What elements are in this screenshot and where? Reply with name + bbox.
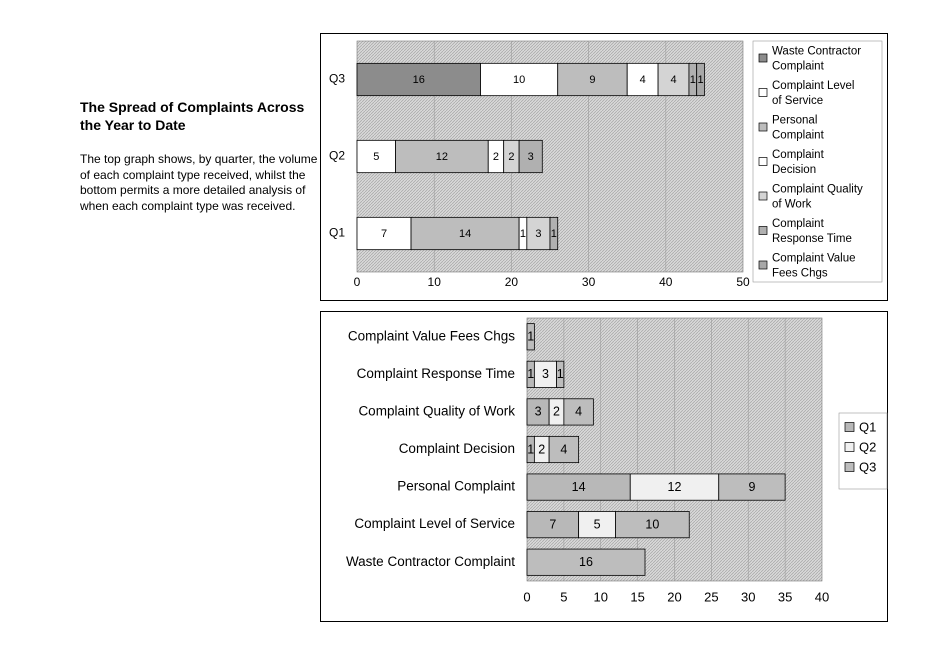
legend-swatch-complaint-quality-of-work (759, 192, 767, 200)
data-label: 2 (508, 150, 515, 163)
data-label: 12 (667, 479, 682, 494)
x-tick-label: 25 (704, 589, 719, 605)
x-tick-label: 10 (593, 589, 608, 605)
x-tick-label: 35 (777, 589, 793, 605)
legend-swatch-complaint-response-time (759, 227, 767, 235)
category-label: Personal Complaint (397, 478, 515, 494)
legend-swatch-q1 (845, 423, 854, 432)
legend-label: Q3 (859, 459, 877, 475)
legend-box (753, 41, 882, 282)
data-label: 5 (593, 517, 601, 532)
data-label: 1 (689, 73, 696, 86)
category-label: Complaint Response Time (356, 365, 515, 381)
category-label: Complaint Level of Service (354, 516, 515, 532)
category-label: Waste Contractor Complaint (345, 553, 515, 569)
legend-label: Q2 (859, 439, 877, 455)
x-tick-label: 5 (560, 589, 568, 605)
data-label: 1 (527, 329, 535, 344)
legend-swatch-q3 (845, 463, 854, 472)
x-tick-label: 50 (736, 275, 750, 290)
data-label: 16 (412, 73, 425, 86)
legend-label: Complaint Value Fees Chgs (772, 252, 856, 280)
x-tick-label: 30 (581, 275, 596, 290)
category-label: Q3 (328, 71, 345, 86)
data-label: 1 (550, 227, 557, 240)
page-heading: The Spread of Complaints Across the Year to Date (80, 99, 305, 133)
data-label: 3 (527, 150, 534, 163)
data-label: 7 (380, 227, 388, 240)
data-label: 14 (458, 227, 472, 240)
data-label: 2 (553, 404, 560, 419)
legend-label: Q1 (859, 419, 877, 435)
x-tick-label: 20 (504, 275, 519, 290)
category-label: Q2 (328, 148, 345, 163)
data-label: 1 (527, 367, 535, 382)
legend-swatch-personal-complaint (759, 123, 767, 131)
x-tick-label: 40 (814, 589, 830, 605)
x-tick-label: 40 (659, 275, 673, 290)
data-label: 1 (556, 367, 564, 382)
legend-swatch-q2 (845, 443, 854, 452)
data-label: 1 (519, 227, 527, 240)
legend-label: Complaint Response Time (772, 218, 852, 246)
category-label: Q1 (328, 225, 345, 240)
data-label: 5 (373, 150, 380, 163)
page-description: The top graph shows, by quarter, the volume of each complaint type received, whilst the bottom permits a more detailed analysis of when each complaint type was received. (80, 152, 318, 213)
x-tick-label: 30 (741, 589, 756, 605)
x-tick-label: 0 (523, 589, 531, 605)
data-label: 4 (639, 73, 646, 86)
legend-swatch-complaint-decision (759, 158, 767, 166)
x-tick-label: 20 (667, 589, 682, 605)
x-tick-label: 15 (630, 589, 645, 605)
quarter-chart (320, 33, 888, 301)
legend-label: Complaint Quality of Work (772, 183, 863, 211)
data-label: 10 (512, 73, 526, 86)
data-label: 2 (538, 442, 546, 457)
x-tick-label: 0 (353, 275, 361, 290)
data-label: 4 (670, 73, 677, 86)
legend-swatch-complaint-value-fees-chgs (759, 261, 767, 269)
legend-label: Personal Complaint (772, 114, 824, 142)
legend-swatch-waste-contractor-complaint (759, 54, 767, 62)
legend-label: Complaint Level of Service (772, 80, 855, 108)
category-label: Complaint Value Fees Chgs (347, 328, 515, 344)
legend-swatch-complaint-level-of-service (759, 89, 767, 97)
data-label: 3 (541, 367, 549, 382)
data-label: 3 (534, 404, 542, 419)
data-label: 4 (560, 442, 568, 457)
data-label: 9 (589, 73, 596, 86)
data-label: 1 (697, 73, 704, 86)
data-label: 7 (549, 517, 557, 532)
data-label: 4 (575, 404, 583, 419)
data-label: 10 (645, 517, 660, 532)
data-label: 9 (748, 479, 756, 494)
legend-label: Waste Contractor Complaint (772, 45, 862, 73)
category-label: Complaint Decision (398, 441, 515, 457)
x-tick-label: 10 (427, 275, 441, 290)
category-label: Complaint Quality of Work (358, 403, 515, 419)
data-label: 1 (527, 442, 535, 457)
legend-label: Complaint Decision (772, 149, 824, 177)
complaint-type-chart (320, 311, 888, 622)
data-label: 16 (579, 555, 593, 570)
data-label: 3 (535, 227, 542, 240)
data-label: 12 (435, 150, 449, 163)
data-label: 14 (571, 479, 586, 494)
data-label: 2 (492, 150, 500, 163)
